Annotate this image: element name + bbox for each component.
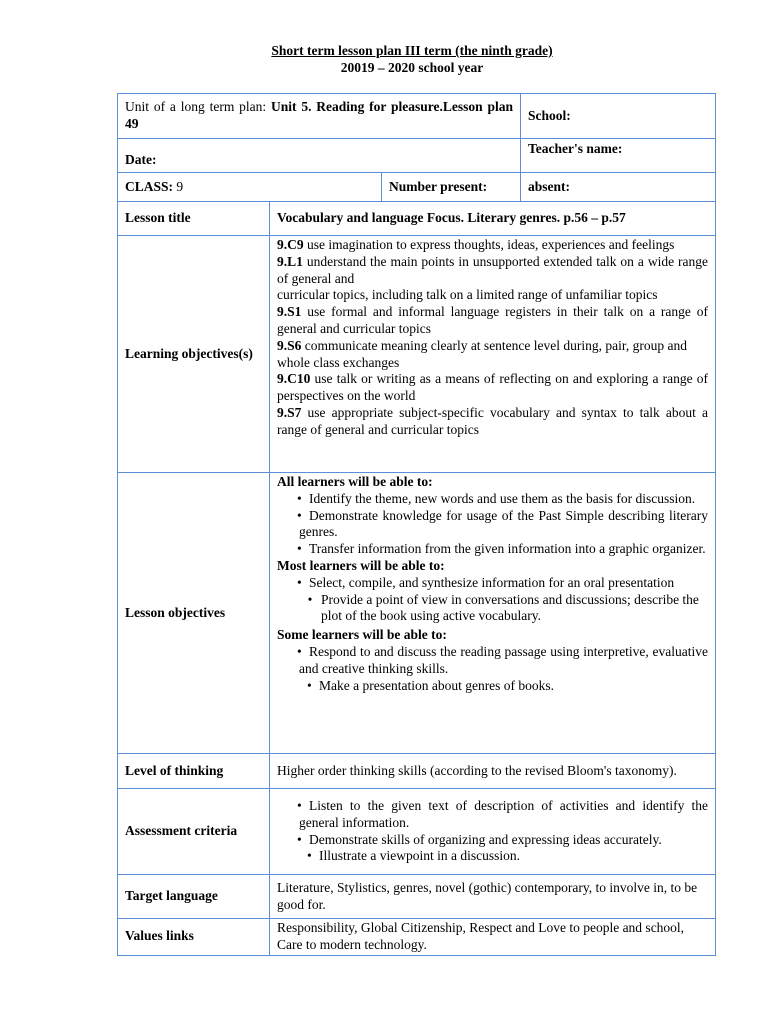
unit-title: Unit 5. Reading for pleasure.Lesson plan 49 bbox=[125, 99, 513, 131]
target-language-label: Target language bbox=[118, 875, 270, 919]
date-cell: Date: bbox=[118, 139, 521, 173]
list-item: • Transfer information from the given information into a graphic organizer. bbox=[277, 541, 708, 558]
lesson-title-label: Lesson title bbox=[118, 202, 270, 236]
lesson-objectives-cell bbox=[270, 473, 716, 754]
class-row bbox=[118, 173, 716, 202]
lesson-plan-table bbox=[117, 93, 716, 956]
objective-item: 9.S7 use appropriate subject-specific vocabulary and syntax to talk about a range of general and curricular topics bbox=[277, 404, 708, 437]
objective-item: 9.L1 understand the main points in unsupported extended talk on a wide range of general and bbox=[277, 253, 708, 286]
class-label: CLASS: bbox=[125, 178, 174, 194]
learning-objectives-row bbox=[118, 236, 716, 473]
list-item: • Listen to the given text of description of activities and identify the general information. bbox=[277, 798, 708, 832]
list-item: • Demonstrate knowledge for usage of the Past Simple describing literary genres. bbox=[277, 508, 708, 542]
unit-prefix: Unit of a long term plan: bbox=[125, 99, 271, 115]
level-of-thinking-value: Higher order thinking skills (according to the revised Bloom's taxonomy). bbox=[270, 754, 716, 789]
assessment-label: Assessment criteria bbox=[118, 789, 270, 875]
assessment-row bbox=[118, 789, 716, 875]
most-learners-heading: Most learners will be able to: bbox=[277, 557, 445, 573]
list-item: • Select, compile, and synthesize information for an oral presentation bbox=[277, 575, 708, 592]
objective-item: 9.S6 communicate meaning clearly at sentence level during, pair, group and whole class exchanges bbox=[277, 337, 687, 370]
school-cell: School: bbox=[521, 94, 716, 139]
lesson-title-row bbox=[118, 202, 716, 236]
learning-objectives-label: Learning objectives(s) bbox=[118, 236, 270, 473]
level-of-thinking-label: Level of thinking bbox=[118, 754, 270, 789]
class-value: 9 bbox=[173, 178, 184, 194]
list-item: • Identify the theme, new words and use them as the basis for discussion. bbox=[277, 491, 708, 508]
target-language-row bbox=[118, 875, 716, 919]
school-year: 20019 – 2020 school year bbox=[340, 60, 484, 75]
values-links-label: Values links bbox=[118, 919, 270, 956]
objective-item: 9.C10 use talk or writing as a means of reflecting on and exploring a range of perspectives on the world bbox=[277, 371, 708, 404]
objective-item: 9.S1 use formal and informal language registers in their talk on a range of general and curricular topics bbox=[277, 304, 708, 336]
unit-row bbox=[118, 94, 716, 139]
target-language-value: Literature, Stylistics, genres, novel (gothic) contemporary, to involve in, to be good for. bbox=[270, 875, 716, 919]
values-links-row bbox=[118, 919, 716, 956]
number-present-cell: Number present: bbox=[382, 173, 521, 202]
list-item: • Make a presentation about genres of books. bbox=[277, 678, 708, 695]
assessment-cell bbox=[270, 789, 716, 875]
objective-item: 9.C9 use imagination to express thoughts, ideas, experiences and feelings bbox=[277, 237, 675, 252]
all-learners-heading: All learners will be able to: bbox=[277, 474, 433, 489]
teacher-name-cell: Teacher's name: bbox=[521, 139, 716, 173]
learning-objectives-cell bbox=[270, 236, 716, 473]
list-item: • Demonstrate skills of organizing and expressing ideas accurately. bbox=[277, 832, 708, 849]
date-row bbox=[118, 139, 716, 173]
lesson-objectives-row bbox=[118, 473, 716, 754]
values-links-value: Responsibility, Global Citizenship, Respect and Love to people and school, Care to modern technology. bbox=[270, 919, 716, 956]
document-title: Short term lesson plan III term (the ninth grade) bbox=[271, 43, 553, 58]
absent-cell: absent: bbox=[521, 173, 716, 202]
some-learners-heading: Some learners will be able to: bbox=[277, 627, 447, 643]
list-item: • Respond to and discuss the reading passage using interpretive, evaluative and creative thinking skills. bbox=[277, 644, 708, 678]
list-item: • Provide a point of view in conversations and discussions; describe the plot of the book using active vocabulary. bbox=[307, 591, 699, 624]
objective-item: curricular topics, including talk on a limited range of unfamiliar topics bbox=[277, 287, 658, 303]
class-cell bbox=[118, 173, 382, 202]
unit-cell bbox=[118, 94, 521, 139]
list-item: • Illustrate a viewpoint in a discussion. bbox=[277, 848, 708, 865]
lesson-title-value: Vocabulary and language Focus. Literary genres. p.56 – p.57 bbox=[270, 202, 716, 236]
lesson-objectives-label: Lesson objectives bbox=[118, 473, 270, 754]
level-of-thinking-row bbox=[118, 754, 716, 789]
